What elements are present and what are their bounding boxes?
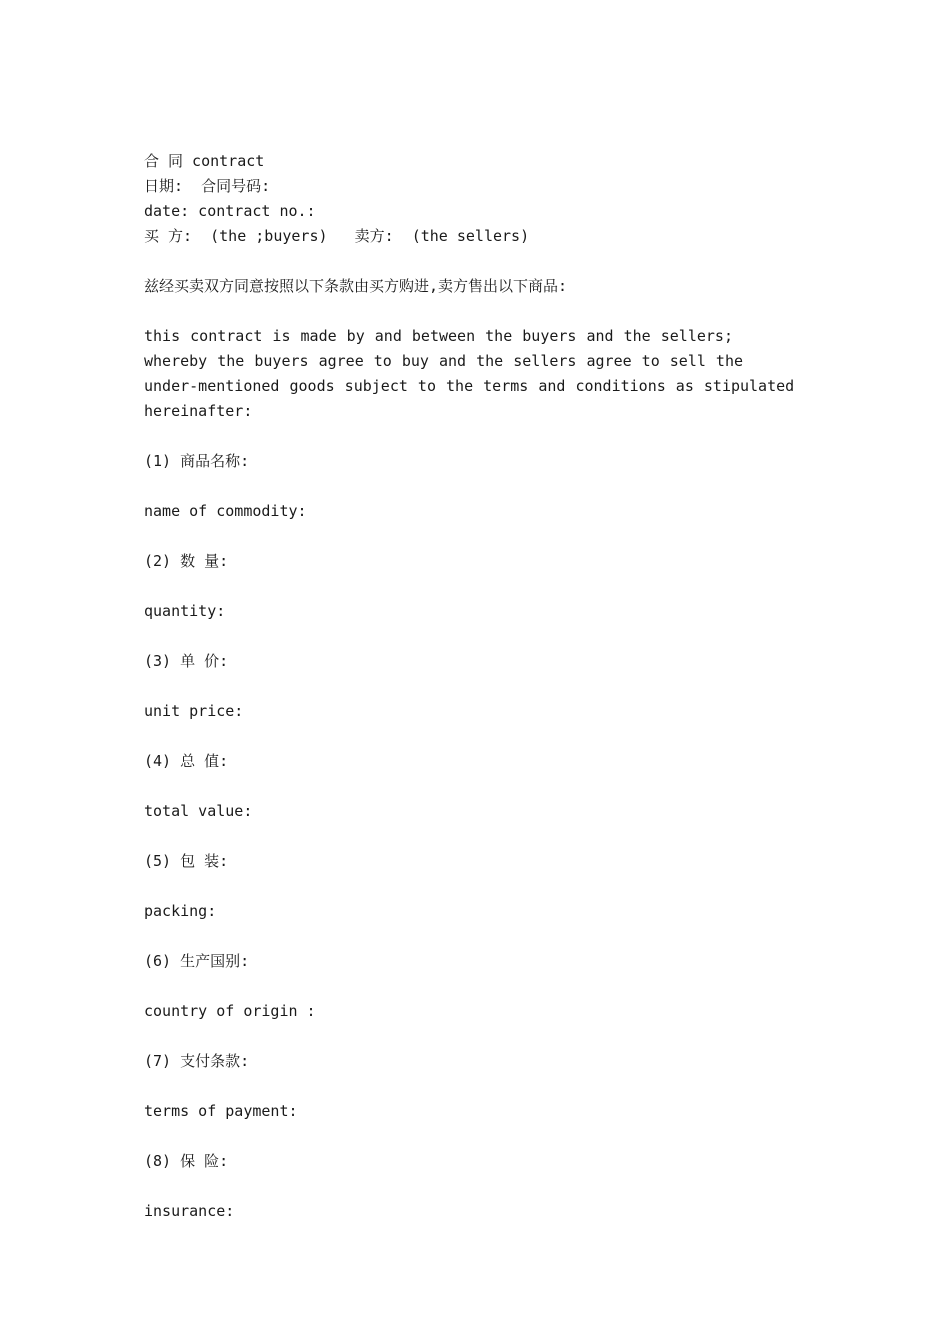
- intro-cn: 兹经买卖双方同意按照以下条款由买方购进,卖方售出以下商品:: [144, 277, 568, 295]
- clause-8-cn: (8) 保 险:: [144, 1152, 229, 1170]
- clause-5-cn: (5) 包 装:: [144, 852, 229, 870]
- clause-6-en: country of origin :: [144, 1002, 316, 1020]
- clause-2-cn: (2) 数 量:: [144, 552, 229, 570]
- date-contract-number-en: date: contract no.:: [144, 202, 316, 220]
- clause-7-cn: (7) 支付条款:: [144, 1052, 250, 1070]
- date-contract-number-cn: 日期: 合同号码:: [144, 177, 271, 195]
- clause-1-cn: (1) 商品名称:: [144, 452, 250, 470]
- clause-4-cn: (4) 总 值:: [144, 752, 229, 770]
- clause-3-cn: (3) 单 价:: [144, 652, 229, 670]
- clause-5-en: packing:: [144, 902, 217, 920]
- parties-line: 买 方: (the ;buyers) 卖方: (the sellers): [144, 227, 530, 245]
- contract-title: 合 同 contract: [144, 152, 265, 170]
- clause-6-cn: (6) 生产国别:: [144, 952, 250, 970]
- intro-en: this contract is made by and between the buyers and the sellers; whereby the buyers agree to buy and the sellers agree to sell the under-mentioned goods subject to the terms and conditions as stipulated hereinafter:: [144, 327, 795, 420]
- contract-document: [144, 149, 804, 1224]
- clause-4-en: total value:: [144, 802, 253, 820]
- clause-8-en: insurance:: [144, 1202, 235, 1220]
- clause-1-en: name of commodity:: [144, 502, 307, 520]
- clause-7-en: terms of payment:: [144, 1102, 298, 1120]
- clause-3-en: unit price:: [144, 702, 244, 720]
- clause-2-en: quantity:: [144, 602, 226, 620]
